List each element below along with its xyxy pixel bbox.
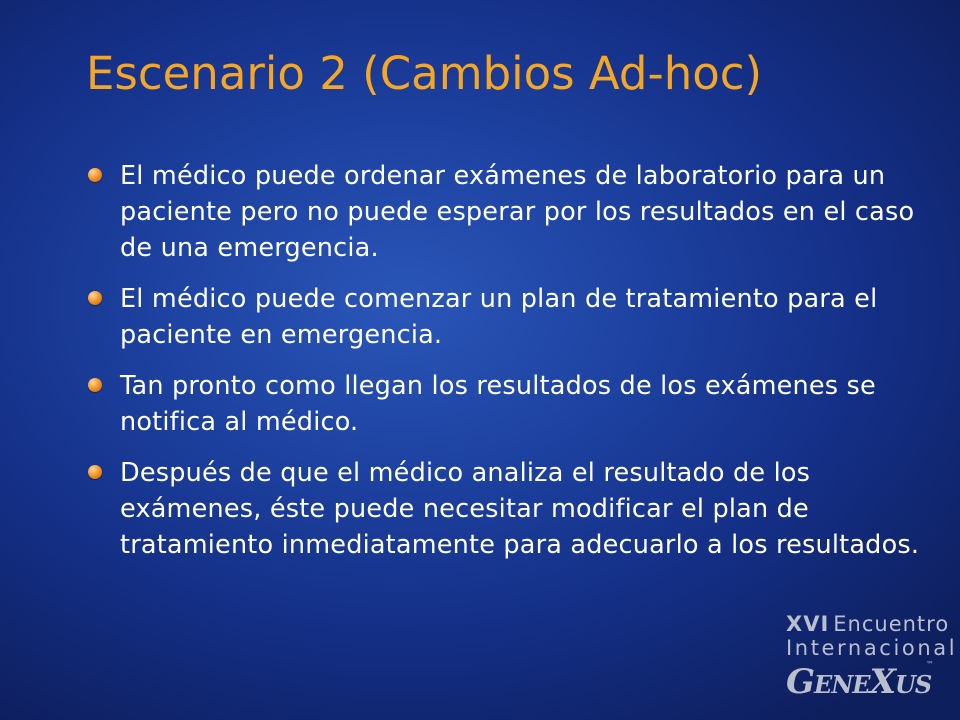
logo-internacional: Internacional xyxy=(786,636,958,660)
logo-encuentro: Encuentro xyxy=(833,612,950,636)
bullet-text: El médico puede comenzar un plan de tratamiento para el paciente en emergencia. xyxy=(120,284,878,350)
bullet-icon xyxy=(88,168,102,182)
bullet-text: Tan pronto como llegan los resultados de los exámenes se notifica al médico. xyxy=(120,371,876,437)
bullet-text: Después de que el médico analiza el resultado de los exámenes, éste puede necesitar modificar el plan de tratamiento inmediatamente para adecuarlo a los resultados. xyxy=(120,458,920,560)
bullet-icon xyxy=(88,465,102,479)
bullet-item xyxy=(88,368,938,440)
bullet-icon xyxy=(88,378,102,392)
logo-line-1 xyxy=(786,612,950,636)
genexus-wordmark xyxy=(786,660,934,707)
bullet-item xyxy=(88,455,938,563)
genexus-event-logo xyxy=(786,612,958,704)
trademark-symbol: ™ xyxy=(926,660,934,669)
bullet-icon xyxy=(88,291,102,305)
bullet-item xyxy=(88,281,938,353)
bullet-list xyxy=(88,158,938,578)
slide-title: Escenario 2 (Cambios Ad-hoc) xyxy=(86,47,763,100)
wordmark-us: US xyxy=(894,670,932,699)
bullet-text: El médico puede ordenar exámenes de laboratorio para un paciente pero no puede esperar por los resultados en el caso de una emergencia. xyxy=(120,161,915,263)
wordmark-x: X xyxy=(869,662,895,702)
logo-edition: XVI xyxy=(786,612,830,636)
wordmark-g: G xyxy=(786,662,815,702)
bullet-item xyxy=(88,158,938,266)
wordmark-ene: ENE xyxy=(814,670,870,699)
